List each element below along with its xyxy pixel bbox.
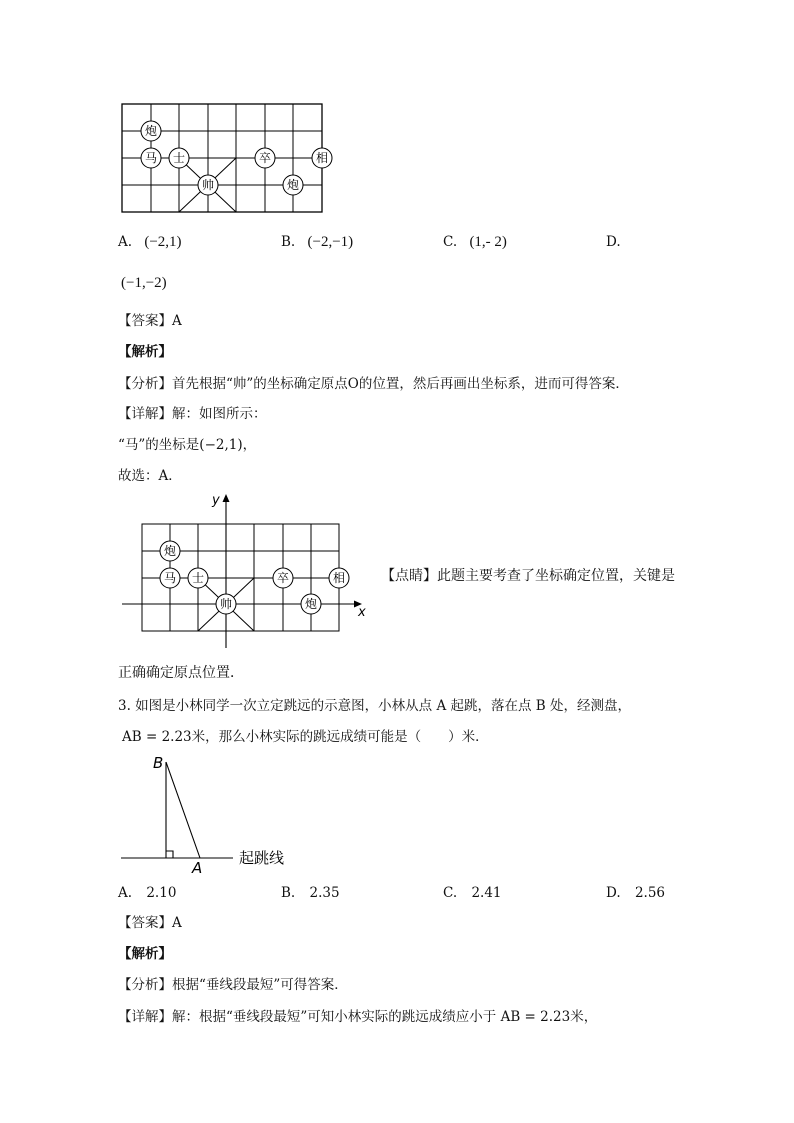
- piece-shuai: 帅: [201, 178, 215, 192]
- option-d-value: (−1,−2): [121, 275, 167, 291]
- option-value: (1,- 2): [469, 234, 507, 250]
- option-b: [281, 233, 353, 251]
- takeoff-line-label: 起跳线: [239, 849, 285, 867]
- option-letter: B.: [281, 885, 296, 901]
- piece-shuai: 帅: [219, 597, 233, 611]
- segment-ab: [166, 762, 200, 858]
- option-letter: B.: [281, 234, 296, 250]
- right-angle-mark: [166, 851, 173, 858]
- chess-board-figure-1: [118, 100, 328, 215]
- dianjing-part2: 正确确定原点位置．: [118, 665, 244, 681]
- option-d: [606, 884, 665, 902]
- option-d-letter: D.: [606, 234, 621, 250]
- option-value: (−2,−1): [307, 234, 354, 250]
- option-c: [443, 884, 502, 902]
- answer-q3: 【答案】A: [118, 915, 182, 931]
- option-value: 2.41: [471, 885, 502, 901]
- long-jump-figure: [118, 752, 308, 877]
- point-b-label: B: [153, 754, 164, 772]
- option-a: [118, 233, 182, 251]
- piece-pao-2: 炮: [304, 597, 318, 611]
- option-value: 2.10: [146, 885, 177, 901]
- piece-xiang: 相: [315, 151, 329, 165]
- xiangjie-q2: 【详解】解：如图所示：: [118, 406, 267, 422]
- piece-xiang: 相: [332, 571, 346, 585]
- option-b: [281, 884, 340, 902]
- analysis-heading-q2: 【解析】: [118, 344, 172, 360]
- piece-pao-1: 炮: [144, 124, 158, 138]
- option-letter: D.: [606, 885, 621, 901]
- q3-stem-line1: 3. 如图是小林同学一次立定跳远的示意图，小林从点 A 起跳，落在点 B 处，经测盘，: [118, 698, 632, 714]
- chess-board-figure-2: [118, 492, 368, 657]
- option-c: [443, 233, 507, 251]
- option-letter: A.: [118, 885, 133, 901]
- piece-ma: 马: [163, 571, 177, 585]
- y-axis-label: y: [212, 493, 220, 508]
- x-axis-label: x: [358, 605, 366, 620]
- option-a: [118, 884, 176, 902]
- option-letter: C.: [443, 885, 458, 901]
- piece-zu: 卒: [276, 571, 290, 585]
- point-a-label: A: [192, 859, 203, 877]
- fenxi-q2: 【分析】首先根据“帅”的坐标确定原点O的位置，然后再画出坐标系，进而可得答案．: [118, 376, 629, 392]
- q3-stem-line2: AB = 2.23米，那么小林实际的跳远成绩可能是（ ）米．: [122, 729, 489, 745]
- piece-shi: 士: [172, 151, 186, 165]
- analysis-heading-q3: 【解析】: [118, 946, 172, 962]
- guxuan-q2: 故选：A．: [118, 468, 182, 484]
- xiangjie-q3: 【详解】解：根据“垂线段最短”可知小林实际的跳远成绩应小于 AB = 2.23米，: [118, 1009, 598, 1025]
- piece-pao-2: 炮: [286, 178, 300, 192]
- piece-zu: 卒: [258, 151, 272, 165]
- piece-pao-1: 炮: [163, 544, 177, 558]
- dianjing-part1: 【点睛】此题主要考查了坐标确定位置，关键是: [381, 568, 675, 584]
- option-letter: A.: [118, 234, 133, 250]
- option-letter: C.: [443, 234, 458, 250]
- option-value: 2.35: [309, 885, 340, 901]
- ma-coordinate: “马”的坐标是(−2,1)，: [118, 437, 257, 453]
- piece-shi: 士: [191, 571, 205, 585]
- piece-ma: 马: [144, 151, 158, 165]
- answer-q2: 【答案】A: [118, 313, 182, 329]
- option-value: 2.56: [634, 885, 665, 901]
- fenxi-q3: 【分析】根据“垂线段最短”可得答案．: [118, 977, 348, 993]
- option-value: (−2,1): [144, 234, 182, 250]
